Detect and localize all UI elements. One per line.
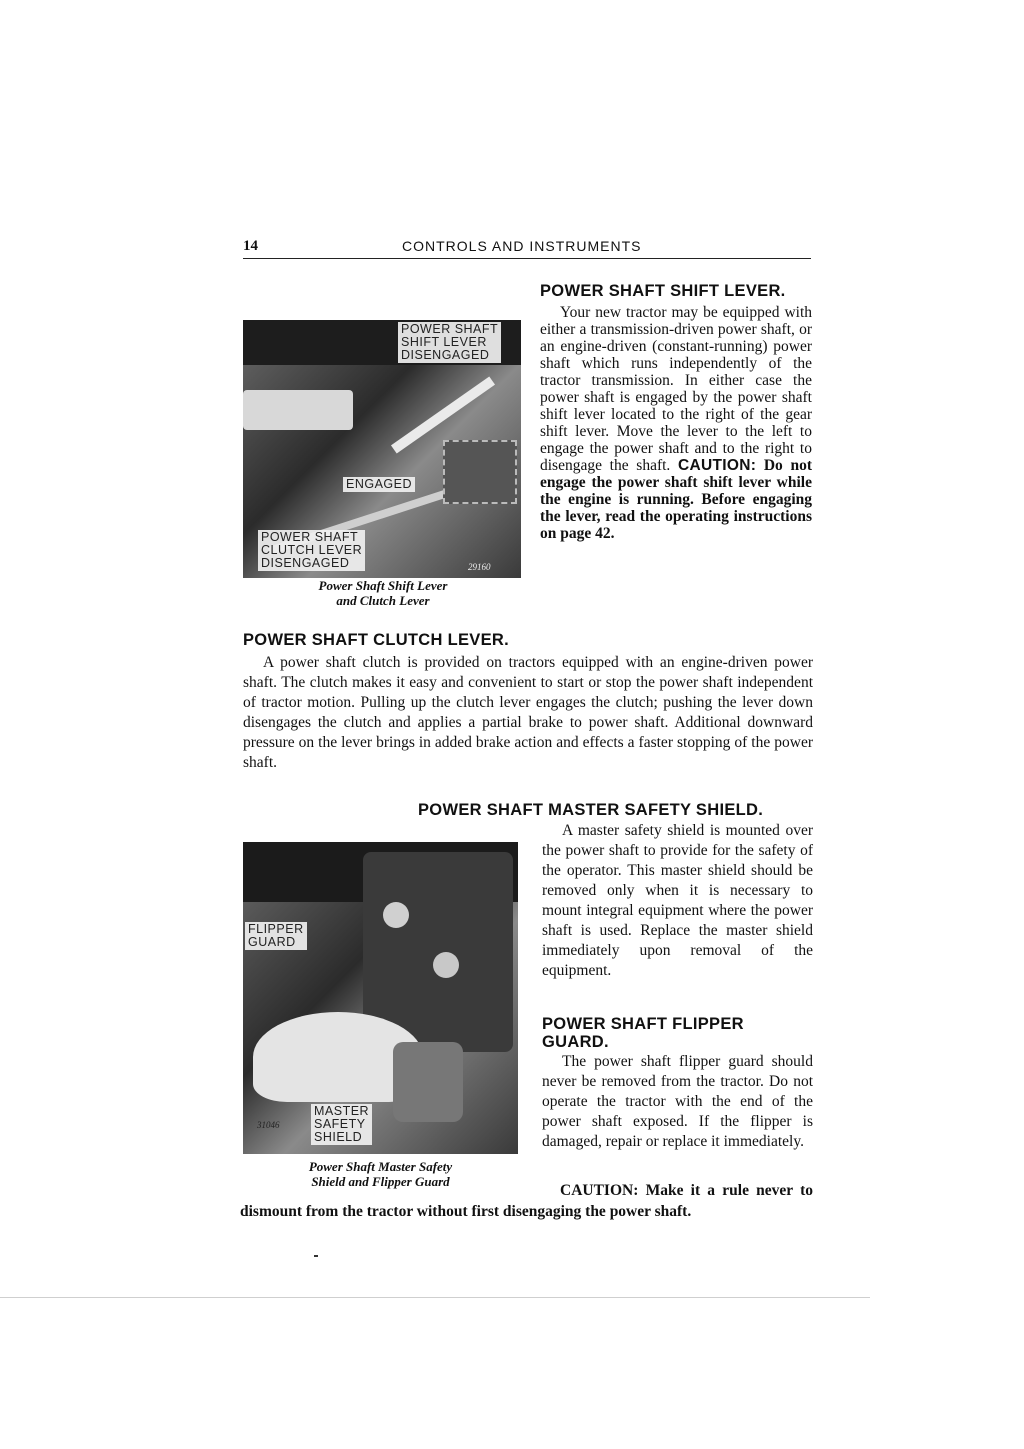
photo-number: 29160: [468, 562, 491, 572]
section-heading-flipper-guard: POWER SHAFT FLIPPER GUARD.: [542, 1015, 744, 1051]
section-body-safety-shield: [542, 821, 813, 981]
section-heading-shift-lever: POWER SHAFT SHIFT LEVER.: [540, 282, 786, 300]
label-master-safety-shield: MASTER SAFETY SHIELD: [311, 1104, 372, 1145]
section-body-clutch-lever: [243, 653, 813, 773]
caution-text: Do not engage the power shaft shift lever while the engine is running. Before engaging the lever, read the operating instructions on page 42.: [540, 457, 813, 542]
photo-number: 31046: [257, 1120, 280, 1130]
header-rule: [243, 258, 811, 259]
label-engaged: ENGAGED: [343, 477, 415, 492]
flipper-guard-body: The power shaft flipper guard should never be removed from the tractor. Do not operate the tractor with the end of the power shaft exposed. If the flipper is damaged, repair or replace it immediately.: [542, 1053, 813, 1150]
stray-mark: [314, 1255, 318, 1257]
final-caution-text: CAUTION: Make it a rule never to dismount from the tractor without first disengaging the power shaft.: [240, 1182, 813, 1220]
section-body-shift-lever: [540, 304, 812, 542]
shift-lever-body: Your new tractor may be equipped with either a transmission-driven power shaft, or an engine-driven (constant-running) power shaft which runs independently of the tractor transmission. In either case the power shaft is engaged by the power shaft shift lever located to the right of the gear shift lever. Move the lever to the left to engage the power shaft and to the right to disengage the shaft.: [540, 304, 812, 474]
section-body-flipper-guard: [542, 1052, 813, 1152]
figure-caption: Power Shaft Master Safety Shield and Flipper Guard: [308, 1159, 453, 1189]
safety-shield-body: A master safety shield is mounted over the power shaft to provide for the safety of the operator. This master shield should be removed only when it is necessary to mount integral equipment where the power shaft is used. Replace the master shield immediately upon removal of the equipment.: [542, 822, 813, 979]
section-heading-clutch-lever: POWER SHAFT CLUTCH LEVER.: [243, 631, 509, 649]
page-bottom-rule: [0, 1297, 870, 1298]
label-clutch-lever-disengaged: POWER SHAFT CLUTCH LEVER DISENGAGED: [258, 530, 365, 571]
caution-label: CAUTION:: [677, 457, 757, 474]
label-shift-lever-disengaged: POWER SHAFT SHIFT LEVER DISENGAGED: [398, 322, 501, 363]
label-flipper-guard: FLIPPER GUARD: [245, 922, 307, 950]
page-number: 14: [243, 238, 258, 254]
figure-safety-shield-photo: [243, 842, 518, 1154]
section-heading-safety-shield: POWER SHAFT MASTER SAFETY SHIELD.: [418, 801, 764, 819]
figure-caption: Power Shaft Shift Lever and Clutch Lever: [318, 578, 448, 608]
final-caution: [240, 1180, 813, 1222]
figure-shift-and-clutch-lever-photo: [243, 320, 521, 578]
clutch-lever-body: A power shaft clutch is provided on tractors equipped with an engine-driven power shaft. The clutch makes it easy and convenient to start or stop the power shaft independent of tractor motion. Pulling up the clutch lever engages the clutch; pushing the lever down disengages the clutch and applies a partial brake to power shaft. Additional downward pressure on the lever brings in added brake action and effects a faster stopping of the power shaft.: [243, 654, 813, 771]
running-header-title: CONTROLS AND INSTRUMENTS: [402, 238, 642, 254]
